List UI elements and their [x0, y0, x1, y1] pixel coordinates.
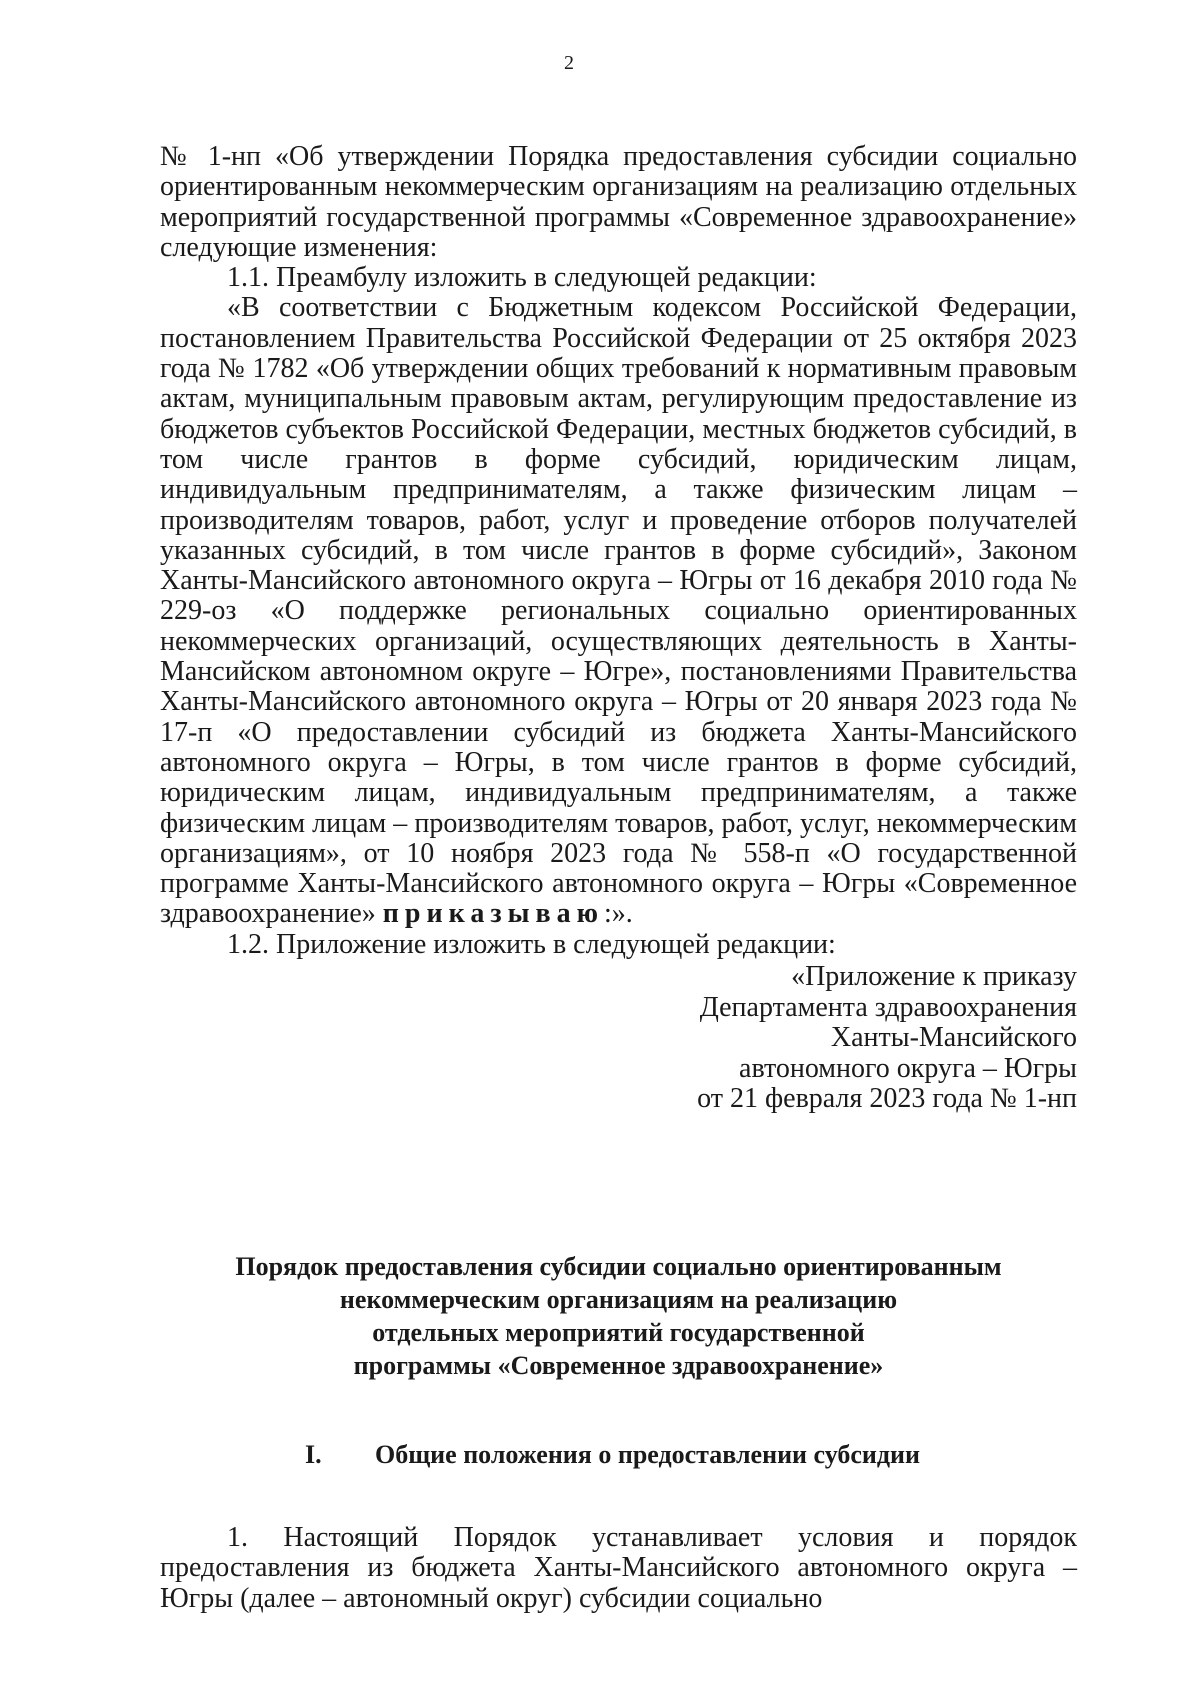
appendix-reference	[160, 962, 1077, 1115]
section-number: I.	[305, 1440, 322, 1469]
appendix-ref-line: автономного округа – Югры	[739, 1052, 1077, 1084]
appendix-ref-line: Ханты-Мансийского	[830, 1022, 1077, 1054]
preamble-paragraph	[160, 293, 1077, 929]
title-line: программы «Современное здравоохранение»	[353, 1351, 884, 1380]
preamble-end: :».	[603, 898, 633, 930]
title-line: отдельных мероприятий государственной	[372, 1318, 865, 1347]
item-1-2: 1.2. Приложение изложить в следующей редакции:	[227, 928, 836, 960]
section-title: Общие положения о предоставлении субсидии	[375, 1440, 921, 1469]
appendix-ref-line: от 21 февраля 2023 года № 1-нп	[697, 1083, 1077, 1115]
clause-1: 1. Настоящий Порядок устанавливает условия и порядок предоставления из бюджета Ханты-Мансийского автономного округа – Югры (далее – автономный округ) субсидии социально	[160, 1522, 1077, 1614]
preamble-text: «В соответствии с Бюджетным кодексом Российской Федерации, постановлением Правительства Российской Федерации от 25 октября 2023 года № 1782 «Об утверждении общих требований к нормативным правовым актам, муниципальным правовым актам, регулирующим предоставление из бюджетов субъектов Российской Федерации, местных бюджетов субсидий, в том числе грантов в форме субсидий, юридическим лицам, индивидуальным предпринимателям, а также физическим лицам – производителям товаров, работ, услуг и проведение отборов получателей указанных субсидий, в том числе грантов в форме субсидий», Законом Ханты-Мансийского автономного округа – Югры от 16 декабря 2010 года № 229-оз «О поддержке региональных социально ориентированных некоммерческих организаций, осуществляющих деятельность в Ханты-Мансийском автономном округе – Югре», постановлениями Правительства Ханты-Мансийского автономного округа – Югры от 20 января 2023 года № 17-п «О предоставлении субсидий из бюджета Ханты-Мансийского автономного округа – Югры, в том числе грантов в форме субсидий, юридическим лицам, индивидуальным предпринимателям, а также физическим лицам – производителям товаров, работ, услуг, некоммерческим организациям», от 10 ноября 2023 года № 558-п «О государственной программе Ханты-Мансийского автономного округа – Югры «Современное здравоохранение»	[160, 292, 1077, 930]
preamble-bold-word: приказываю	[382, 898, 604, 930]
document-title	[160, 1250, 1077, 1382]
amendment-text	[160, 142, 1077, 1115]
appendix-ref-line: Департамента здравоохранения	[699, 991, 1077, 1023]
intro-paragraph: № 1-нп «Об утверждении Порядка предоставления субсидии социально ориентированным некоммерческим организациям на реализацию отдельных мероприятий государственной программы «Современное здравоохранение» следующие изменения:	[160, 141, 1077, 263]
page-number: 2	[564, 52, 574, 74]
item-1-1: 1.1. Преамбулу изложить в следующей редакции:	[227, 262, 817, 294]
title-line: Порядок предоставления субсидии социально ориентированным	[235, 1252, 1002, 1281]
appendix-ref-line: «Приложение к приказу	[791, 961, 1077, 993]
title-line: некоммерческим организациям на реализацию	[339, 1285, 898, 1314]
